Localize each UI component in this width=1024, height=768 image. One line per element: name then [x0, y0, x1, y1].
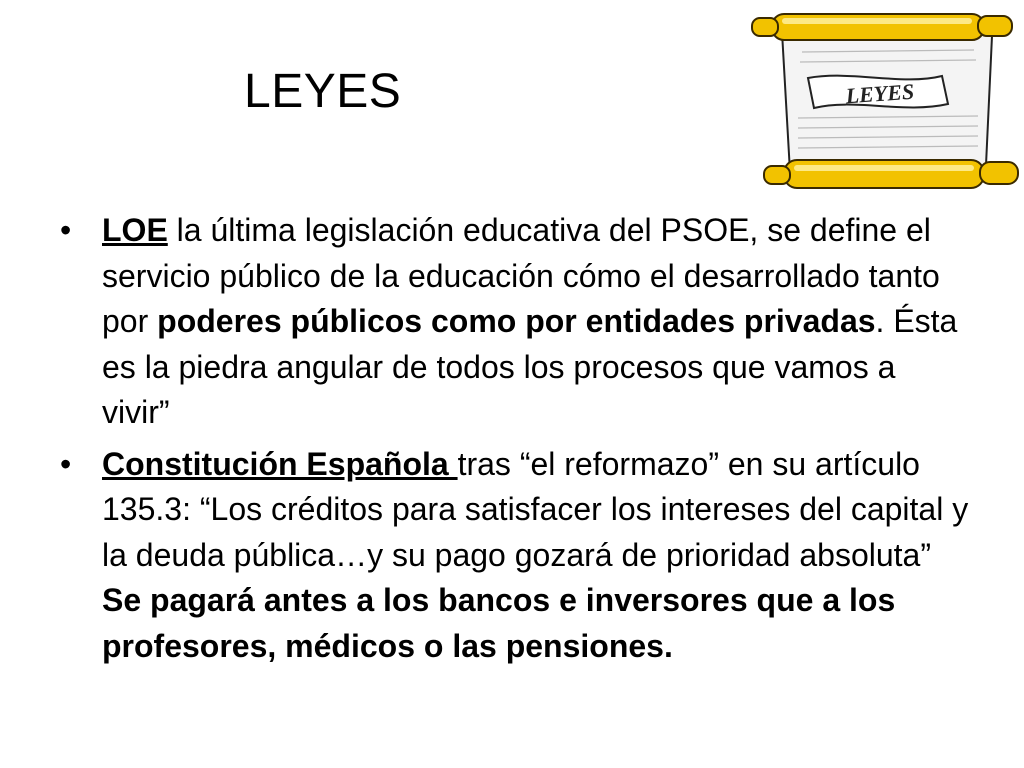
scroll-top-roller — [752, 14, 1012, 40]
bullet-marker: • — [60, 445, 72, 482]
law-scroll-icon — [742, 0, 1024, 212]
bullet-marker: • — [60, 212, 72, 248]
bullet-item-loe — [60, 208, 970, 436]
scroll-bottom-roller — [764, 160, 1018, 188]
bullet-list — [60, 208, 970, 675]
bullet-bold-text: Se pagará antes a los bancos e inversores que a los profesores, médicos o las pensiones. — [102, 582, 896, 664]
bullet-item-constitucion — [60, 442, 970, 670]
bullet-bold-text: poderes públicos como por entidades privadas — [157, 303, 876, 339]
bullet-text: tras “el reformazo” en su artículo 135.3: “Los créditos para satisfacer los intereses del capital y la deuda pública…y su pago gozará de prioridad absoluta” — [102, 445, 969, 573]
bullet-term-loe: LOE — [102, 212, 168, 248]
slide-title: LEYES — [244, 65, 402, 118]
bullet-text: la última legislación educativa del PSOE, se define el servicio público de la educación cómo el desarrollado tanto por — [102, 212, 940, 339]
bullet-text: . Ésta es la piedra angular de todos los procesos que vamos a vivir” — [102, 303, 958, 430]
bullet-term-constitucion: Constitución Española — [102, 445, 458, 482]
scroll-logo-text: LEYES — [844, 78, 915, 109]
